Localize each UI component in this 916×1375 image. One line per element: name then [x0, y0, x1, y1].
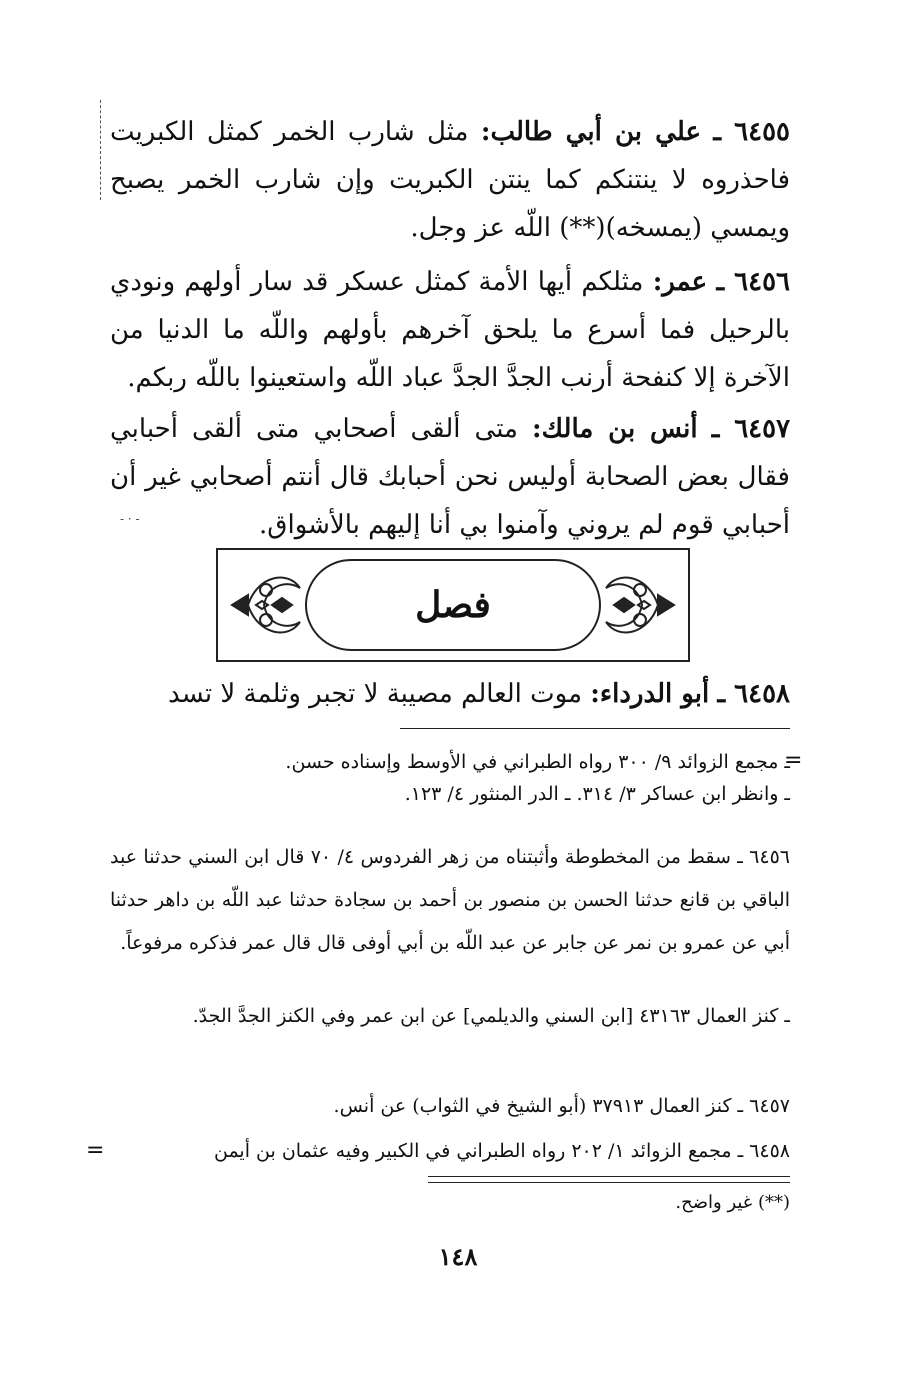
hadith-paragraph	[110, 108, 790, 252]
hadith-number: ٦٤٥٧ ـ	[711, 414, 791, 444]
page-number: ١٤٨	[438, 1242, 478, 1271]
scan-mark: - · -	[120, 512, 140, 526]
narrator-name: علي بن أبي طالب:	[480, 117, 701, 147]
footnote-line: ـ كنز العمال ٤٣١٦٣ [ابن السني والديلمي] عن ابن عمر وفي الكنز الجدَّ الجدّ.	[192, 1005, 790, 1027]
footnote-line: ـ وانظر ابن عساكر ٣/ ٣١٤. ـ الدر المنثور ٤/ ١٢٣.	[404, 783, 790, 805]
footnote-double-rule	[428, 1176, 790, 1183]
hadith-text: موت العالم مصيبة لا تجبر وثلمة لا تسد	[168, 679, 583, 709]
hadith-number: ٦٤٥٨ ـ	[717, 679, 790, 709]
hadith-paragraph	[110, 405, 790, 549]
section-title: فصل	[415, 584, 491, 626]
hadith-text: متى ألقى أصحابي متى ألقى أحبابي فقال بعض الصحابة أوليس نحن أحبابك قال أنتم أصحابي غير أن أحبابي قوم لم يروني وآمنوا بي أنا إليهم بالأشواق.	[110, 414, 790, 540]
narrator-name: عمر:	[652, 267, 708, 297]
hadith-paragraph	[110, 258, 790, 402]
hadith-number: ٦٤٥٥ ـ	[713, 117, 791, 147]
narrator-name: أبو الدرداء:	[590, 679, 710, 709]
editor-note: (**) غير واضح.	[675, 1192, 790, 1213]
hadith-text: مثلكم أيها الأمة كمثل عسكر قد سار أولهم ونودي بالرحيل فما أسرع ما يلحق آخرهم بأولهم واللّه ما الدنيا من الآخرة إلا كنفحة أرنب الجدَّ الجدَّ عباد اللّه واستعينوا باللّه ربكم.	[110, 267, 790, 393]
continuation-mark: =	[784, 748, 803, 773]
hadith-text: مثل شارب الخمر كمثل الكبريت فاحذروه لا ينتنكم كما ينتن الكبريت وإن شارب الخمر يصبح ويمسي (يمسخه)(**) اللّه عز وجل.	[110, 117, 790, 243]
hadith-number: ٦٤٥٦ ـ	[716, 267, 791, 297]
narrator-name: أنس بن مالك:	[532, 414, 698, 444]
section-heading-box	[216, 548, 690, 662]
continuation-mark: =	[86, 1138, 105, 1163]
footnote-line: ٦٤٥٨ ـ مجمع الزوائد ١/ ٢٠٢ رواه الطبراني في الكبير وفيه عثمان بن أيمن	[213, 1140, 790, 1162]
footnote-separator	[400, 728, 790, 729]
footnote-line: ـ مجمع الزوائد ٩/ ٣٠٠ رواه الطبراني في الأوسط وإسناده حسن.	[285, 751, 790, 773]
footnote-line: ٦٤٥٦ ـ سقط من المخطوطة وأثبتناه من زهر الفردوس ٤/ ٧٠ قال ابن السني حدثنا عبد الباقي بن قانع حدثنا الحسن بن منصور بن أحمد بن سجادة حدثنا عبد اللّه بن داهر حدثنا أبي عن عمرو بن نمر عن جابر عن عبد اللّه بن أبي أوفى قال قال عمر فذكره مرفوعاً.	[110, 846, 790, 954]
hadith-paragraph	[110, 670, 790, 718]
margin-rule	[100, 100, 102, 200]
footnote-line: ٦٤٥٧ ـ كنز العمال ٣٧٩١٣ (أبو الشيخ في الثواب) عن أنس.	[333, 1095, 790, 1117]
